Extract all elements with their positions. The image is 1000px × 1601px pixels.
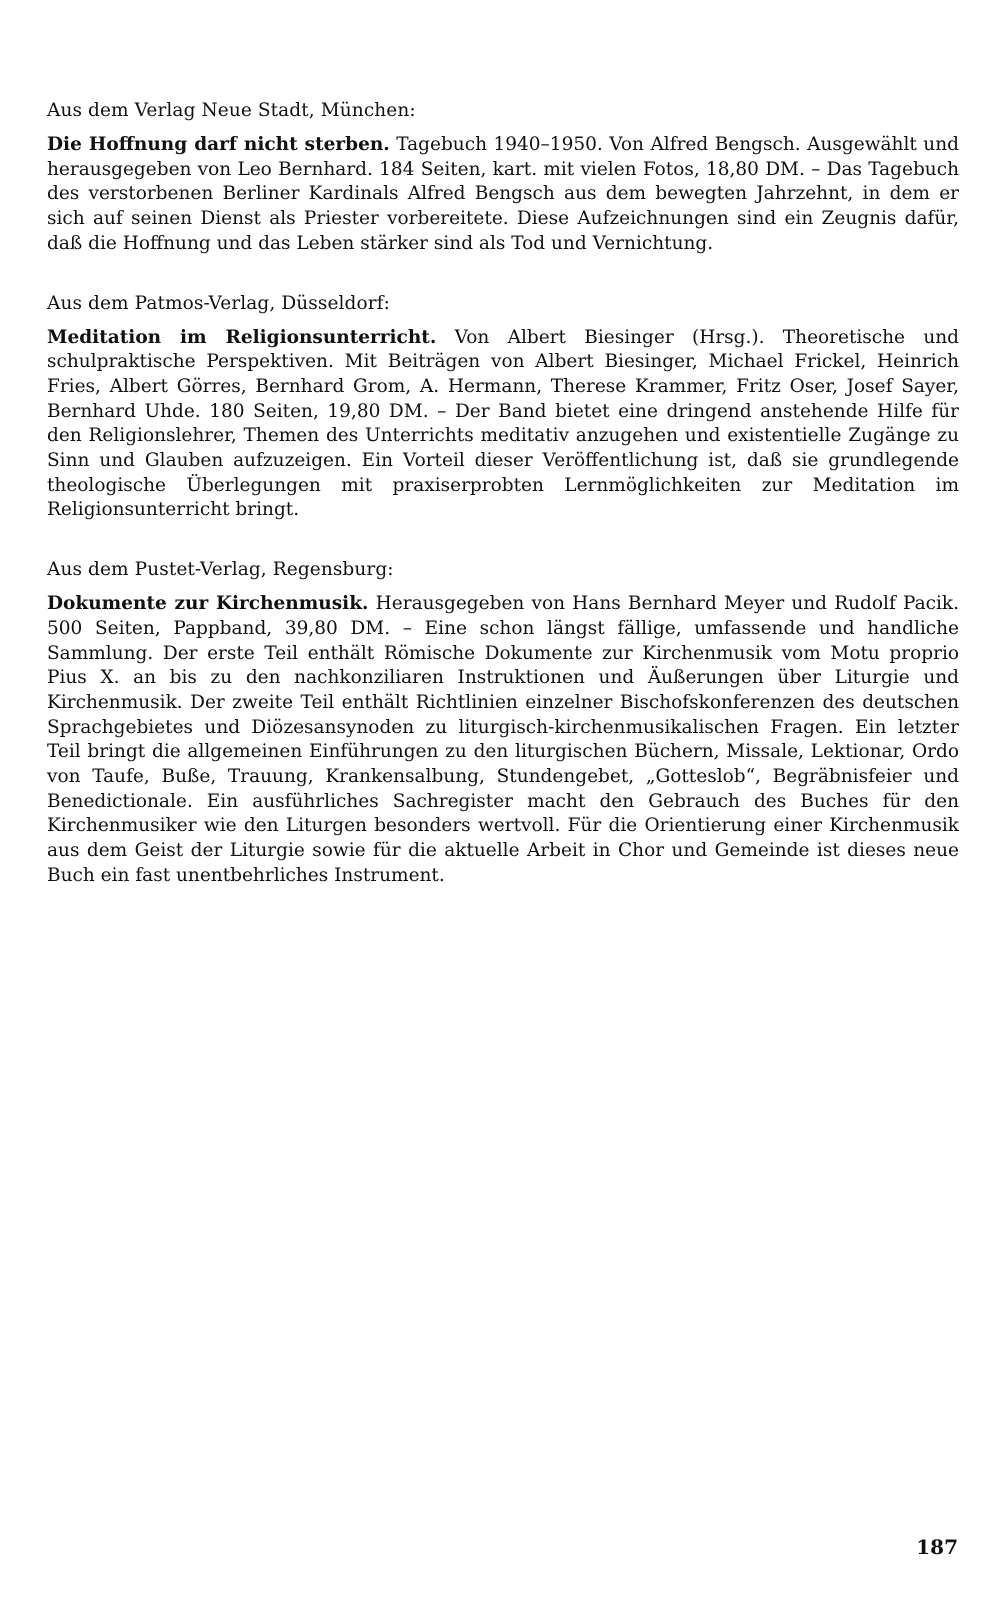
page-content <box>47 98 959 923</box>
publisher-section-pustet <box>47 557 959 888</box>
book-entry <box>47 592 959 888</box>
book-description: Tagebuch 1940–1950. Von Alfred Bengsch. Ausgewählt und herausgegeben von Leo Bernhard. 184 Seiten, kart. mit vielen Fotos, 18,80 DM. – Das Tagebuch des verstorbenen Berliner Kardinals Alfred Bengsch aus dem bewegten Jahrzehnt, in dem er sich auf seinen Dienst als Priester vorbereitete. Diese Aufzeichnungen sind ein Zeugnis dafür, daß die Hoffnung und das Leben stärker sind als Tod und Vernichtung. <box>47 134 959 254</box>
book-entry <box>47 326 959 524</box>
page-number: 187 <box>916 1535 958 1559</box>
publisher-heading: Aus dem Pustet-Verlag, Regensburg: <box>47 559 394 581</box>
book-description: Herausgegeben von Hans Bernhard Meyer und Rudolf Pacik. 500 Seiten, Pappband, 39,80 DM. – Eine schon längst fällige, umfassende und handliche Sammlung. Der erste Teil enthält Römische Dokumente zur Kirchenmusik vom Motu proprio Pius X. an bis zu den nachkonziliaren Instruktionen und Äußerungen über Liturgie und Kirchenmusik. Der zweite Teil enthält Richtlinien einzelner Bischofskonferenzen des deutschen Sprachgebietes und Diözesansynoden zu liturgisch-kirchenmusikalischen Fragen. Ein letzter Teil bringt die allgemeinen Einführungen zu den liturgischen Büchern, Missale, Lektionar, Ordo von Taufe, Buße, Trauung, Krankensalbung, Stundengebet, „Gotteslob“, Begräbnisfeier und Benedictionale. Ein ausführliches Sachregister macht den Gebrauch des Buches für den Kirchenmusiker wie den Liturgen besonders wertvoll. Für die Orientierung einer Kirchenmusik aus dem Geist der Liturgie sowie für die aktuelle Arbeit in Chor und Gemeinde ist dieses neue Buch ein fast unentbehrliches Instrument. <box>47 593 959 886</box>
book-entry <box>47 133 959 257</box>
book-title: Dokumente zur Kirchenmusik. <box>47 593 369 615</box>
publisher-heading: Aus dem Patmos-Verlag, Düsseldorf: <box>47 292 390 314</box>
book-title: Meditation im Religionsunterricht. <box>47 326 437 348</box>
book-description: Von Albert Biesinger (Hrsg.). Theoretische und schulpraktische Perspektiven. Mit Beiträgen von Albert Biesinger, Michael Frickel, Heinrich Fries, Albert Görres, Bernhard Grom, A. Hermann, Therese Krammer, Fritz Oser, Josef Sayer, Bernhard Uhde. 180 Seiten, 19,80 DM. – Der Band bietet eine dringend anstehende Hilfe für den Religionslehrer, Themen des Unterrichts meditativ anzugehen und existentielle Zugänge zu Sinn und Glauben aufzuzeigen. Ein Vorteil dieser Veröffentlichung ist, daß sie grundlegende theologische Überlegungen mit praxiserprobten Lernmöglichkeiten zur Meditation im Religionsunterricht bringt. <box>47 326 959 521</box>
publisher-section-neue-stadt <box>47 98 959 257</box>
publisher-heading: Aus dem Verlag Neue Stadt, München: <box>47 100 416 121</box>
book-title: Die Hoffnung darf nicht sterben. <box>47 134 390 155</box>
publisher-section-patmos <box>47 291 959 524</box>
